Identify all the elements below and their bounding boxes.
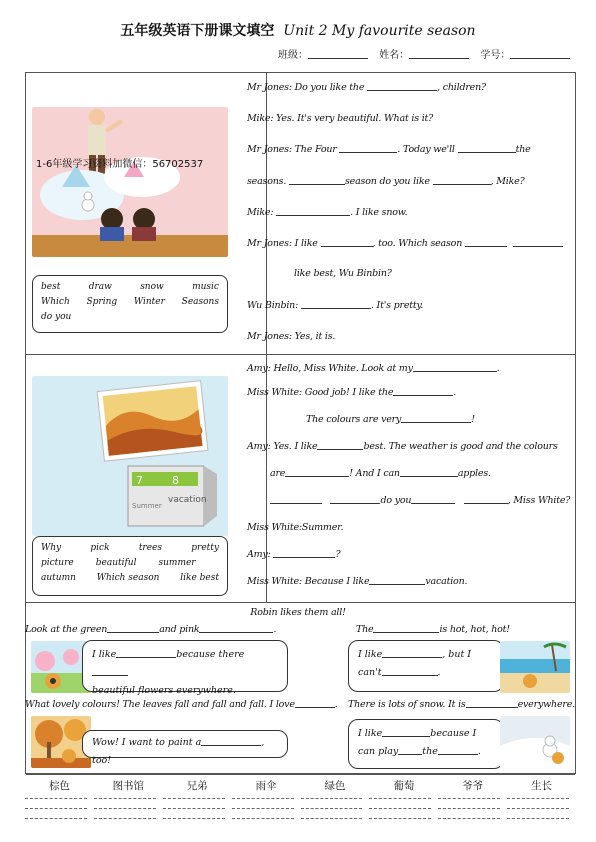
answer-blank[interactable]	[411, 495, 455, 504]
dialogue-line: There is lots of snow. It is everywhere.	[348, 699, 575, 710]
answer-blank[interactable]	[382, 649, 442, 658]
snow-picture	[500, 716, 570, 768]
answer-blank[interactable]	[466, 699, 518, 708]
dialogue-line: Miss White:Summer.	[247, 522, 344, 533]
dialogue-line: What lovely colours! The leaves fall and fall and fall. I love .	[25, 699, 338, 710]
word-item: summer	[158, 558, 196, 568]
answer-blank[interactable]	[92, 667, 128, 676]
vocab-item: 图书馆	[112, 780, 145, 792]
answer-blank[interactable]	[373, 624, 439, 633]
section-divider-1	[26, 354, 575, 355]
title-chinese: 五年级英语下册课文填空	[120, 23, 275, 39]
answer-blank[interactable]	[289, 176, 345, 185]
answer-blank[interactable]	[465, 238, 507, 247]
number-field[interactable]	[510, 49, 570, 59]
calendar-word: vacation	[168, 495, 207, 505]
class-label: 班级：	[278, 50, 308, 61]
word-item: best	[41, 282, 61, 292]
dialogue-line: Miss White: Good job! I like the .	[247, 387, 457, 398]
speech-bubble-winter: I like because I can play the .	[348, 719, 504, 769]
answer-blank[interactable]	[321, 238, 373, 247]
dialogue-line: are ! And I can apples.	[270, 468, 491, 479]
dialogue-line: Mr Jones: Do you like the , children?	[247, 82, 486, 93]
word-row	[41, 280, 219, 295]
class-field[interactable]	[308, 49, 368, 59]
word-row	[41, 571, 219, 586]
word-item: Which season	[96, 573, 160, 583]
word-item: Why	[41, 543, 62, 553]
answer-blank[interactable]	[464, 495, 508, 504]
answer-blank[interactable]	[270, 495, 322, 504]
answer-blank[interactable]	[382, 728, 430, 737]
word-item: autumn	[41, 573, 76, 583]
dialogue-line: like best, Wu Binbin?	[294, 268, 392, 279]
student-info	[270, 46, 570, 61]
answer-blank[interactable]	[285, 468, 349, 477]
answer-blank[interactable]	[398, 746, 422, 755]
dialogue-line: The colours are very !	[306, 414, 475, 425]
word-row	[41, 295, 219, 310]
vocab-item: 生长	[531, 780, 553, 792]
number-label: 学号：	[480, 50, 511, 61]
answer-blank[interactable]	[382, 667, 438, 676]
word-bank-1	[32, 275, 228, 333]
painting-picture	[32, 376, 228, 536]
answer-blank[interactable]	[301, 300, 371, 309]
title-english: Unit 2 My favourite season	[283, 23, 476, 39]
page-title	[0, 20, 596, 40]
dialogue-line: Mike: . I like snow.	[247, 207, 408, 218]
vocab-item: 雨伞	[255, 780, 277, 792]
watermark-text: 1-6年级学习资料加微信：56702537	[36, 159, 204, 170]
beach-picture	[500, 641, 570, 693]
word-item: draw	[88, 282, 112, 292]
answer-blank[interactable]	[107, 624, 159, 633]
answer-blank[interactable]	[400, 468, 458, 477]
word-item: Seasons	[181, 297, 219, 307]
word-item: picture	[41, 558, 74, 568]
word-item: beautiful	[95, 558, 137, 568]
calendar-word: Summer	[132, 502, 162, 510]
vocab-item: 葡萄	[393, 780, 415, 792]
classroom-picture	[32, 107, 228, 257]
answer-blank[interactable]	[317, 441, 363, 450]
word-row	[41, 556, 219, 571]
word-bank-2	[32, 536, 228, 596]
dialogue-line: Miss White: Because I like vacation.	[247, 576, 468, 587]
word-item: pick	[90, 543, 110, 553]
word-item: Which	[41, 297, 70, 307]
answer-blank[interactable]	[201, 737, 261, 746]
calendar-number: 7	[136, 474, 143, 487]
vocab-item: 兄弟	[186, 780, 208, 792]
word-item: music	[192, 282, 219, 292]
answer-blank[interactable]	[116, 649, 176, 658]
answer-blank[interactable]	[458, 144, 516, 153]
dialogue-line: Mr Jones: The Four . Today we'll the	[247, 144, 531, 155]
answer-blank[interactable]	[367, 82, 437, 91]
dialogue-line: Mike: Yes. It's very beautiful. What is it?	[247, 113, 434, 124]
word-item: do you	[41, 312, 72, 322]
word-row	[41, 541, 219, 556]
answer-blank[interactable]	[276, 207, 350, 216]
section-divider-3	[26, 774, 575, 775]
answer-blank[interactable]	[273, 549, 335, 558]
writing-lines-3[interactable]	[25, 818, 576, 819]
speech-bubble-summer: I like , but I can't .	[348, 640, 504, 692]
name-field[interactable]	[409, 49, 469, 59]
speech-bubble-autumn: Wow! I want to paint a , too!	[82, 730, 288, 758]
answer-blank[interactable]	[339, 144, 397, 153]
answer-blank[interactable]	[433, 176, 491, 185]
writing-lines-2[interactable]	[25, 808, 576, 809]
dialogue-line: Amy: Hello, Miss White. Look at my .	[247, 363, 500, 374]
word-item: trees	[138, 543, 163, 553]
word-item: like best	[180, 573, 219, 583]
dialogue-line: The is hot, hot, hot!	[356, 624, 510, 635]
answer-blank[interactable]	[330, 495, 380, 504]
dialogue-line: Amy: Yes. I like best. The weather is good and the colours	[247, 441, 558, 452]
answer-blank[interactable]	[413, 363, 497, 372]
vocab-item: 棕色	[48, 780, 70, 792]
dialogue-line: Mr Jones: Yes, it is.	[247, 331, 336, 342]
answer-blank[interactable]	[393, 387, 453, 396]
speech-bubble-spring: I like because there beautiful flowers everywhere.	[82, 640, 288, 692]
answer-blank[interactable]	[295, 699, 335, 708]
vocab-row	[25, 778, 576, 793]
dialogue-line: do you , Miss White?	[270, 495, 570, 506]
section-3-title: Robin likes them all!	[250, 607, 346, 618]
word-row	[41, 310, 219, 325]
dialogue-line: Amy: ?	[247, 549, 341, 560]
answer-blank[interactable]	[513, 238, 563, 247]
word-item: Winter	[133, 297, 165, 307]
word-item: pretty	[191, 543, 219, 553]
word-item: snow	[140, 282, 164, 292]
word-item: Spring	[86, 297, 118, 307]
section-divider-2	[26, 602, 575, 603]
bubble-text: beautiful flowers everywhere.	[92, 685, 236, 696]
dialogue-line: Mr Jones: I like , too. Which season	[247, 238, 563, 249]
calendar-number: 8	[172, 474, 179, 487]
answer-blank[interactable]	[438, 746, 478, 755]
vocab-item: 绿色	[324, 780, 346, 792]
answer-blank[interactable]	[369, 576, 425, 585]
vocab-item: 爷爷	[462, 780, 484, 792]
dialogue-line: seasons. season do you like , Mike?	[247, 176, 525, 187]
name-label: 姓名：	[379, 50, 410, 61]
answer-blank[interactable]	[199, 624, 273, 633]
answer-blank[interactable]	[401, 414, 471, 423]
writing-lines-1[interactable]	[25, 798, 576, 799]
dialogue-line: Wu Binbin: . It's pretty.	[247, 300, 424, 311]
dialogue-line: Look at the green and pink .	[25, 624, 277, 635]
